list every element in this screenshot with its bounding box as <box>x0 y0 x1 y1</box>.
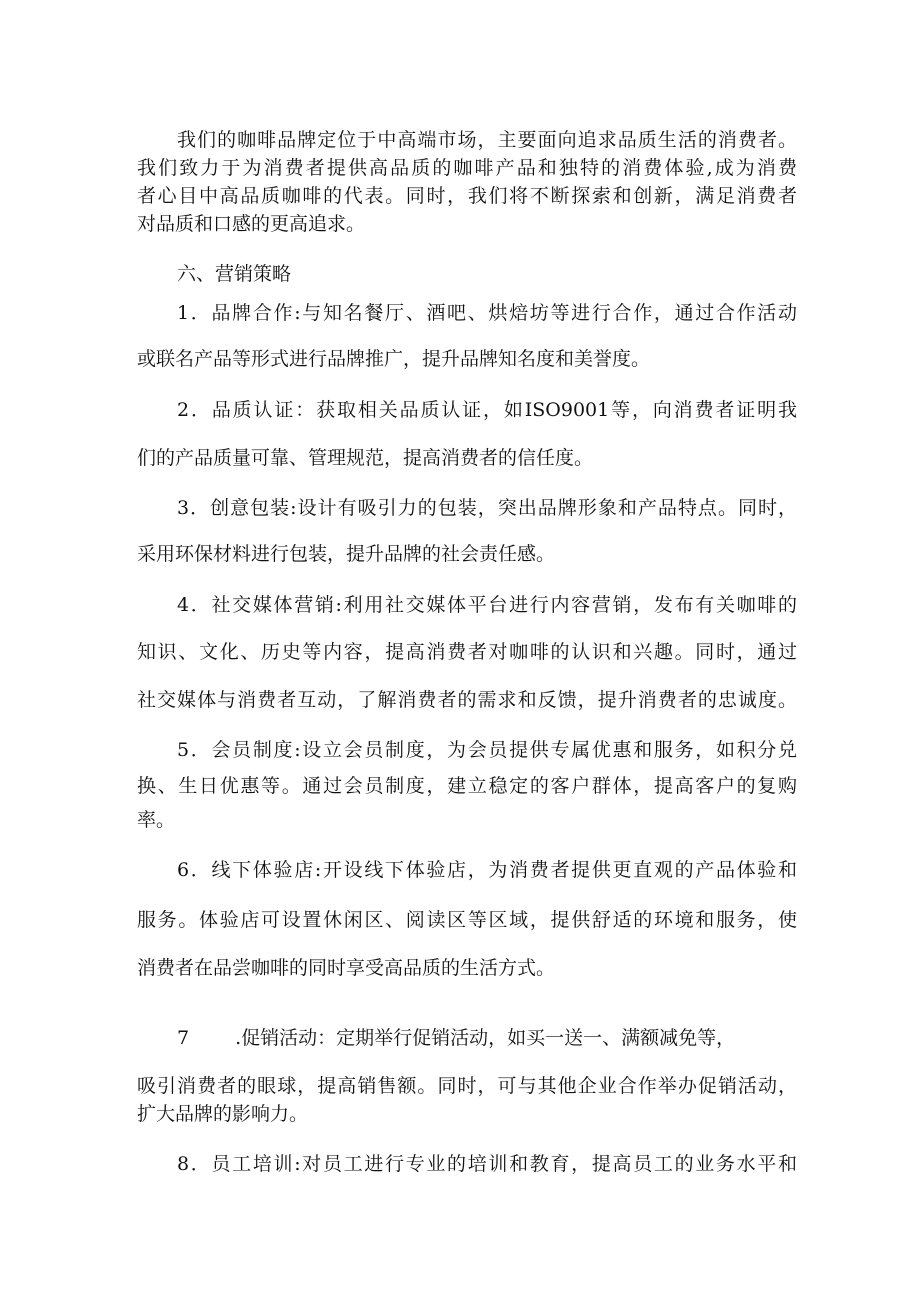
item-7-first-line-text: .促销活动：定期举行促销活动，如买一送一、满额减免等， <box>235 1027 736 1049</box>
item-5-line: 5．会员制度:设立会员制度，为会员提供专属优惠和服务，如积分兑 <box>177 739 797 761</box>
item-4-line: 4．社交媒体营销:利用社交媒体平台进行内容营销，发布有关咖啡的 <box>177 594 797 616</box>
item-7-number: 7 <box>177 1027 190 1049</box>
item-7-line: 吸引消费者的眼球，提高销售额。同时，可与其他企业合作举办促销活动， <box>137 1075 797 1097</box>
item-5-line: 换、生日优惠等。通过会员制度，建立稳定的客户群体，提高客户的复购 <box>137 775 797 797</box>
item-1-line: 1．品牌合作:与知名餐厅、酒吧、烘焙坊等进行合作，通过合作活动 <box>177 302 797 324</box>
intro-line: 我们的咖啡品牌定位于中高端市场，主要面向追求品质生活的消费者。 <box>177 129 797 151</box>
item-4-line: 知识、文化、历史等内容，提高消费者对咖啡的认识和兴趣。同时，通过 <box>137 641 797 663</box>
intro-line: 我们致力于为消费者提供高品质的咖啡产品和独特的消费体验,成为消费 <box>137 157 797 179</box>
item-6-line: 6．线下体验店:开设线下体验店，为消费者提供更直观的产品体验和 <box>177 859 797 881</box>
intro-line: 对品质和口感的更高追求。 <box>137 213 366 235</box>
item-3-line: 采用环保材料进行包装，提升品牌的社会责任感。 <box>137 543 556 565</box>
item-8-line: 8．员工培训:对员工进行专业的培训和教育，提高员工的业务水平和 <box>177 1153 797 1175</box>
intro-line: 者心目中高品质咖啡的代表。同时，我们将不断探索和创新，满足消费者 <box>137 185 797 207</box>
item-6-line: 消费者在品尝咖啡的同时享受高品质的生活方式。 <box>137 957 556 979</box>
item-2-line: 们的产品质量可靠、管理规范，提高消费者的信任度。 <box>137 447 594 469</box>
item-2-line: 2．品质认证：获取相关品质认证，如ISO9001等，向消费者证明我 <box>177 399 797 421</box>
item-7-first-line <box>137 1026 797 1050</box>
item-4-line: 社交媒体与消费者互动，了解消费者的需求和反馈，提升消费者的忠诚度。 <box>137 689 797 711</box>
item-6-line: 服务。体验店可设置休闲区、阅读区等区域，提供舒适的环境和服务，使 <box>137 909 797 931</box>
item-5-line: 率。 <box>137 809 176 831</box>
item-7-line: 扩大品牌的影响力。 <box>137 1103 309 1125</box>
item-1-line: 或联名产品等形式进行品牌推广，提升品牌知名度和美誉度。 <box>137 348 651 370</box>
item-3-line: 3．创意包装:设计有吸引力的包装，突出品牌形象和产品特点。同时， <box>177 497 797 519</box>
section-heading: 六、营销策略 <box>177 263 292 285</box>
